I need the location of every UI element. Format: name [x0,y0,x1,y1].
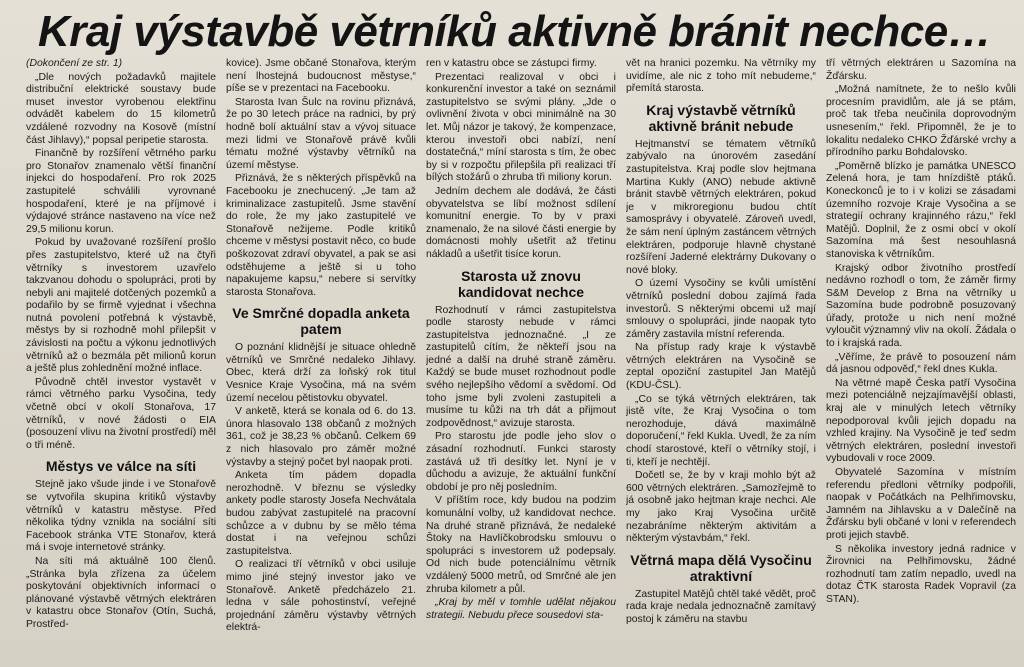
paragraph: Na síti má aktuálně 100 členů. „Stránka byla zřízena za účelem poskytování objektivních informací o plánované výstavbě větrných elektráren v katastru obce Stonařov (Otín, Suchá, Prostřed- [26,555,216,630]
paragraph: O realizaci tří větrníků v obci usiluje mimo jiné stejný investor jako ve Stonařově. Anketě předcházelo 21. ledna v sále pohostinství, veřejné projednání záměru výstavby větrných elektrá- [226,559,416,634]
paragraph: Pokud by uvažované rozšíření prošlo přes zastupitelstvo, které už na čtyři větrníky s investorem uzavřelo takzvanou dohodu o spolupráci, proti by nebyli ani majitelé dotčených pozemků a podařilo by se firmě vyjednat i všechna nutná povolení potřebná k výstavbě, městys by si rozhodně mohl přilepšit v závislosti na počtu a výkonu jednotlivých větrníků až o bezmála pět milionů korun a ještě plus zohlednění možné inflace. [26,237,216,375]
paragraph: „Poměrně blízko je památka UNESCO Zelená hora, je tam hnízdiště ptáků. Koneckonců je to i v kolizi se zásadami územního rozvoje Kraje Vysočina a se strategií ochrany krajinného rázu,“ řekl Matějů. Doplnil, že z osmi obcí v okolí Sazomína má šest nesouhlasná stanoviska k větrníkům. [826,160,1016,260]
paragraph: (Dokončení ze str. 1) [26,58,123,69]
paragraph: Starosta Ivan Šulc na rovinu přiznává, že po 30 letech práce na radnici, by prý hodně bolí aktuální stav a vývoj situace mezi lidmi ve Stonařově právě kvůli tématu možné výstavby větrníků na území městyse. [226,96,416,171]
paragraph: Jedním dechem ale dodává, že části obyvatelstva se líbí možnost sdílení komunitní energie. To by v praxi znamenalo, že na silové části energie by domácnosti mohly ušetřit až třetinu nákladů a ušetřit tisíce korun. [426,185,616,260]
subheading: Starosta už znovu kandidovat nechce [457,267,585,300]
subheading: Městys ve válce na síti [45,458,197,475]
paragraph: Na větrné mapě Česka patří Vysočina mezi potenciálně nejzajímavější oblasti, kraj ale v minulých letech větrníky nepodporoval kvůli jejich dopadu na vzhled krajiny. Na Vysočině je teď sedm větrných elektráren, poslední investoři vybudovali v roce 2009. [826,377,1016,465]
paragraph: Hejtmanství se tématem větrníků zabývalo na únorovém zasedání zastupitelstva. Kraj podle slov hejtmana Martina Kukly (ANO) nebude aktivně bránit stavbě větrných elektráren, pokud je v mikroregionu budou chtít samosprávy i obyvatelé. Zároveň uvedl, že sám není úplným zastáncem větrných elektráren, podporuje hlavně chystané rozšíření Jaderné elektrárny Dukovany o nové bloky. [626,138,816,276]
subheading: Kraj výstavbě větrníků aktivně bránit nebude [646,101,796,134]
article-column-4 [626,58,816,667]
paragraph: O území Vysočiny se kvůli umístění větrníků poslední dobou zajímá řada investorů. S některými obcemi už mají smlouvy o spolupráci, jinde naopak tyto záměry zastavila místní referenda. [626,278,816,340]
paragraph: Krajský odbor životního prostředí nedávno rozhodl o tom, že záměr firmy S&M Develop z Brna na větrníky u Sazomína bude podrobně posuzovaný úřady, protože u nich není možné vyloučit významný vliv na okolí. Žádala o to i krajská rada. [826,262,1016,350]
subheading: Větrná mapa dělá Vysočinu atraktivní [630,551,812,584]
paragraph: Původně chtěl investor vystavět v rámci větrného parku Vysočina, tedy včetně obcí v okolí Stonařova, 17 větrníků, v nové žádosti o EIA (posouzení vlivu na životní prostředí) měl o tři méně. [26,376,216,451]
paragraph: Zastupitel Matějů chtěl také vědět, proč rada kraje nedala jednoznačně zamítavý postoj k záměru na stavbu [626,588,816,625]
paragraph: Finančně by rozšíření větrného parku pro Stonařov znamenalo větší finanční injekci do hospodaření. Pro rok 2025 zastupitelé schválili vyrovnané hospodaření, které je na příjmové i výdajové stránce nastaveno na více než 29,5 milionu korun. [26,148,216,235]
paragraph: Přiznává, že s některých příspěvků na Facebooku je znechucený. „Je tam až kriminalizace zastupitelů. Jsme stavění do role, že my jako zastupitelé ve Stonařově nežijeme. Podle kritiků chceme v městysi postavit něco, co bude poškozovat zdraví obyvatel, a pak se asi odstěhujeme a ještě si u toho napakujeme kapsu,“ nebere si servítky starosta Stonařova. [226,173,416,298]
article-column-3 [426,58,616,667]
paragraph: „Dle nových požadavků majitele distribuční elektrické soustavy bude muset investor vyrobenou elektřinu odvádět kabelem do 15 kilometrů vzdálené rozvodny na Kosově (místní část Jihlavy),“ popsal peripetie starosta. [26,71,216,146]
paragraph: vět na hranici pozemku. Na větrníky my uvidíme, ale nic z toho mít nebudeme,“ přemítá starosta. [626,58,816,95]
headline: Kraj výstavbě větrníků aktivně bránit nechce… [38,7,992,56]
article-column-1 [26,58,216,667]
paragraph: ren v katastru obce se zástupci firmy. [426,58,597,69]
subheading: Ve Smrčné dopadla anketa patem [232,305,410,338]
paragraph: S několika investory jedná radnice v Žirovnici na Pelhřimovsku, žádné rozhodnutí tam zatím nepadlo, uvedl na dotaz ČTK starosta Radek Vopravil (za STAN). [826,543,1016,605]
paragraph: „Kraj by měl v tomhle udělat nějakou strategii. Nebudu přece sousedovi sta- [426,597,616,621]
paragraph: „Věříme, že právě to posouzení nám dá jasnou odpověď,“ řekl dnes Kukla. [826,351,1016,376]
paragraph: kovice). Jsme občané Stonařova, kterým není lhostejná budoucnost městyse,“ píše se v prezentaci na Facebooku. [226,58,416,95]
paragraph: Stejně jako všude jinde i ve Stonařově se vytvořila skupina kritiků výstavby větrníků v katastru městyse. Před několika týdny vznikla na sociální síti Facebook stránka VTE Stonařov, která má i svoje internetové stránky. [26,479,216,554]
paragraph: Pro starostu jde podle jeho slov o zásadní rozhodnutí. Funkci starosty zastává už tři desítky let. Nyní je v důchodu a avizuje, že aktuální funkční období je pro něj posledním. [426,431,616,493]
paragraph: tří větrných elektráren u Sazomína na Žďársku. [826,58,1016,82]
paragraph: Prezentaci realizoval v obci i konkurenční investor a také on seznámil zastupitelstvo se svými plány. „Jde o ovlivnění života v obci minimálně na 30 let. Můj názor je takový, že kompenzace, kterou investoři obci nabízí, není dostatečná,“ míní starosta s tím, že obec by si v rozpočtu přilepšila při realizaci tří bílých stožárů o zhruba tři miliony korun. [426,71,616,184]
paragraph: Anketa tím pádem dopadla nerozhodně. V březnu se výsledky ankety podle starosty Josefa Nechvátala budou zabývat zastupitelé na pracovní schůzce a v dubnu by se mělo téma dostat i na veřejnou schůzi zastupitelstva. [226,470,416,557]
article-columns [26,58,1016,667]
paragraph: Obyvatelé Sazomína v místním referendu předloni větrníky podpořili, naopak v Počátkách na Pelhřimovsku, Jamném na Jihlavsku a v Dalečíně na Žďársku byli občané v loni v referendech proti jejich stavbě. [826,467,1016,541]
paragraph: „Možná namítnete, že to nešlo kvůli procesním pravidlům, ale já se ptám, proč tak třeba neučinila doprovodným usnesením,“ řekl. Připomněl, že je to lokalitu nedaleko CHKO Žďárské vrchy a přírodního parku Bohdalovsko. [826,84,1016,159]
article-column-5 [826,58,1016,667]
paragraph: V anketě, která se konala od 6. do 13. února hlasovalo 138 občanů z možných 361, což je 38,23 % občanů. Celkem 69 z nich hlasovalo pro záměr možné výstavby a stejný počet byl naopak proti. [226,406,416,468]
paragraph: Dočetl se, že by v kraji mohlo být až 600 větrných elektráren. „Samozřejmě to já osobně jako hejtman kraje nechci. Ale my jako Kraj Vysočina určitě nezabráníme některým aktivitám a některým výstavbám,“ řekl. [626,470,816,545]
article-column-2 [226,58,416,667]
paragraph: „Co se týká větrných elektráren, tak jistě víte, že Kraj Vysočina o tom nerozhoduje, dává maximálně doporučení,“ řekl Kukla. Uvedl, že za ním chodí starostové, kteří o větrníky stojí, i ti, kteří je nechtějí. [626,393,816,468]
paragraph: Rozhodnutí v rámci zastupitelstva podle starosty nebude v rámci zastupitelstva jednoznačné. „I ze zastupitelů cítím, že někteří jsou na jedné a další na druhé straně záměru. Každý se bude muset rozhodnout podle svého nejlepšího vědomí a svědomí. Od toho jsme byli zvoleni zastupiteli a musíme tu kůži na trh dát a přijmout zodpovědnost,“ avizuje starosta. [426,304,616,429]
paragraph: Na přístup rady kraje k výstavbě větrných elektráren na Vysočině se zeptal opoziční zastupitel Jan Matějů (KDU-ČSL). [626,342,816,392]
paragraph: O poznání klidnější je situace ohledně větrníků ve Smrčné nedaleko Jihlavy. Obec, která drží za loňský rok titul Vesnice Kraje Vysočina, má na svém území necelou pětistovku obyvatel. [226,342,416,404]
paragraph: V příštím roce, kdy budou na podzim komunální volby, už kandidovat nechce. Na druhé straně přiznává, že nedaleké Štoky na Havlíčkobrodsku smlouvu o spolupráci s investorem už podepsaly. Od nich bude potenciálnímu větrník vzdálený 5000 metrů, od Smrčné ale jen zhruba kilometr a půl. [426,495,616,595]
